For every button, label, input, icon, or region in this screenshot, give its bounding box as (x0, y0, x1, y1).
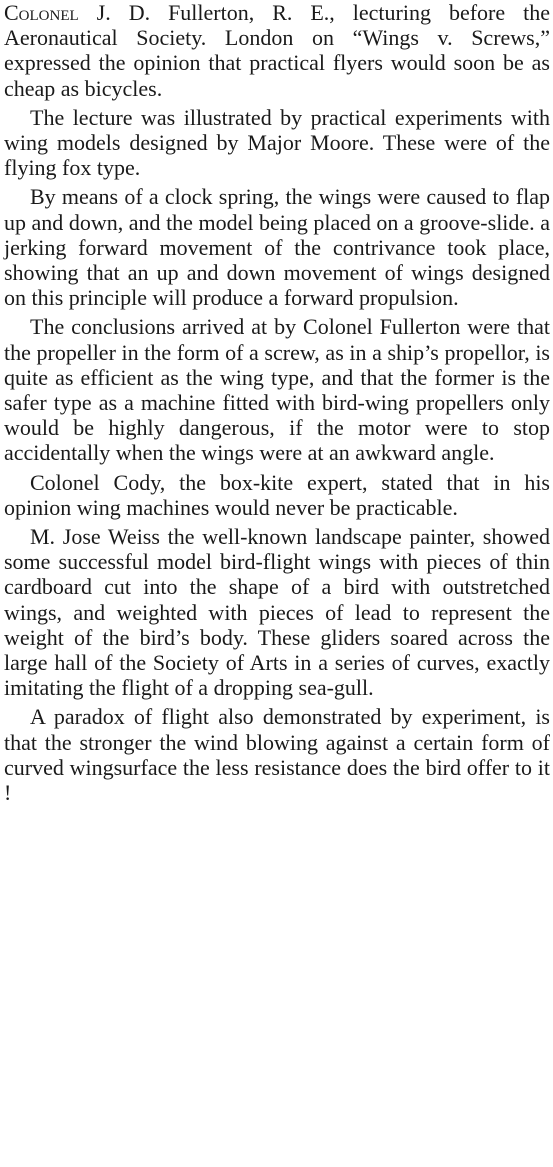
paragraph-6: M. Jose Weiss the well-known landscape painter, showed some successful model bird-flight wings with pieces of thin cardboard cut into the shape of a bird with outstretched wings, and weighted with pieces of lead to represent the weight of the bird’s body. These gliders soared across the large hall of the Society of Arts in a series of curves, exactly imitating the flight of a dropping sea-gull. (4, 524, 550, 701)
lead-name: Colonel (4, 0, 79, 25)
paragraph-4: The conclusions arrived at by Colonel Fullerton were that the propeller in the form of a screw, as in a ship’s propellor, is quite as efficient as the wing type, and that the former is the safer type as a machine fitted with bird-wing propellers only would be highly dangerous, if the motor were to stop accidentally when the wings were at an awkward angle. (4, 314, 550, 466)
paragraph-7: A paradox of flight also demonstrated by experiment, is that the stronger the wind blowing against a certain form of curved wingsurface the less resistance does the bird offer to it ! (4, 704, 550, 806)
paragraph-2: The lecture was illustrated by practical experiments with wing models designed by Major Moore. These were of the flying fox type. (4, 104, 550, 181)
paragraph-1 (4, 0, 550, 101)
paragraph-3: By means of a clock spring, the wings were caused to flap up and down, and the model being placed on a groove-slide. a jerking forward movement of the contrivance took place, showing that an up and down movement of wings designed on this principle will produce a forward propulsion. (4, 184, 550, 311)
paragraph-1-text: J. D. Fullerton, R. E., lecturing before the Aeronautical Society. London on “Wings v. Screws,” expressed the opinion that practical flyers would soon be as cheap as bicycles. (4, 0, 550, 101)
paragraph-5: Colonel Cody, the box-kite expert, stated that in his opinion wing machines would never be practicable. (4, 469, 550, 520)
